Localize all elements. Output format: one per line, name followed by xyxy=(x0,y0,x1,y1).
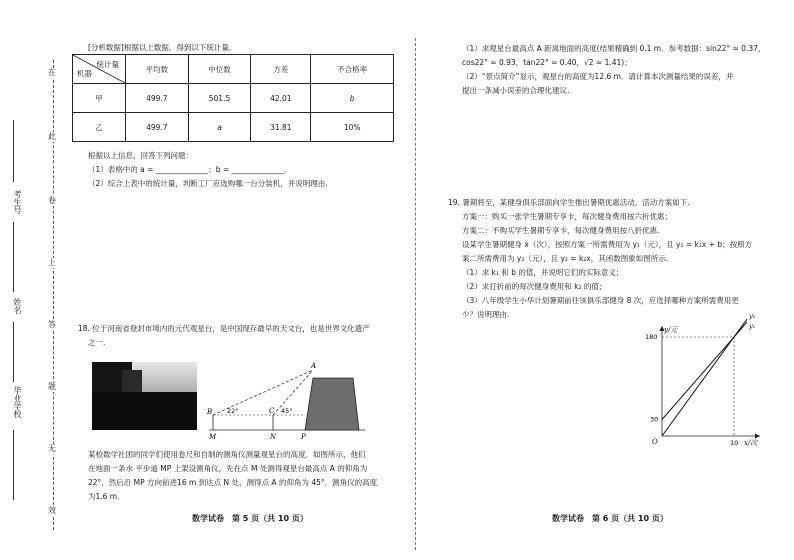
table-row xyxy=(73,113,394,142)
diag-header-bottom: 机器 xyxy=(77,69,92,78)
binding-label-name: 姓名 xyxy=(13,298,22,314)
binding-char: 无 xyxy=(48,444,56,453)
question-17-2: （2）综合上表中的统计量，判断工厂应选购哪一台分装机，并说明理由. xyxy=(88,179,328,188)
problem-19-line: 少？说明理由. xyxy=(462,310,510,319)
series-label-y2: y₂ xyxy=(748,312,756,321)
problem-19 xyxy=(448,196,786,322)
function-graph xyxy=(640,312,765,447)
table-header-cell: 方差 xyxy=(251,55,311,84)
binding-label-school: 毕业学校 xyxy=(13,386,22,418)
statistics-table xyxy=(72,54,394,142)
y-axis-label: y/元 xyxy=(664,326,678,334)
table-row xyxy=(73,84,394,113)
question-18-line: cos22° ≈ 0.93，tan22° ≈ 0.40，√2 ≈ 1.41)； xyxy=(462,58,632,67)
binding-fill-line xyxy=(13,120,14,182)
table-cell: 10% xyxy=(311,113,394,142)
page-footer-right: 数学试卷 第 6 页（共 10 页） xyxy=(552,514,668,523)
question-intro: 根据以上信息，回答下列问题： xyxy=(88,151,193,160)
binding-fill-line xyxy=(13,430,14,500)
table-cell: 31.81 xyxy=(251,113,311,142)
table-header-row xyxy=(73,55,394,84)
label-m: M xyxy=(209,433,217,441)
origin-label: O xyxy=(652,438,658,446)
label-c: C xyxy=(269,407,275,415)
question-18-parts xyxy=(462,42,782,98)
table-cell: a xyxy=(188,113,251,142)
binding-fill-line xyxy=(13,322,14,382)
problem-19-line: 方案一：购买一张学生暑期专享卡，每次健身费用按六折优惠； xyxy=(462,212,672,221)
problem-19-line: （1）求 k₁ 和 b 的值，并说明它们的实际意义； xyxy=(462,268,624,277)
analysis-label: [分析数据]根据以上数据，得到以下统计量. xyxy=(88,43,232,52)
binding-char: 上 xyxy=(48,258,56,267)
diag-header-top: 统计量 xyxy=(96,60,119,69)
label-p: P xyxy=(301,433,306,441)
y-tick-30: 30 xyxy=(650,415,659,424)
problem-18-body-line: 为1.6 m． xyxy=(88,492,125,501)
table-diagonal-header-cell xyxy=(73,55,126,84)
binding-dashed-line xyxy=(53,60,54,530)
label-n: N xyxy=(270,433,277,441)
problem-18-line1: 18. 位于河南省登封市境内的元代观星台，是中国现存最早的天文台，也是世界文化遗产 xyxy=(78,324,370,333)
question-18-line: （1）求观星台最高点 A 距离地面的高度(结果精确到 0.1 m．参考数据：sin22° ≈ 0.37， xyxy=(462,44,766,53)
binding-fill-line xyxy=(13,222,14,292)
problem-18-body xyxy=(88,448,408,504)
observatory-diagram xyxy=(205,360,370,442)
problem-19-line: 案二所需费用为 y₂（元），且 y₂ = k₂x，其函数图象如图所示. xyxy=(462,254,669,263)
observatory-shape xyxy=(305,378,359,430)
page-footer-left: 数学试卷 第 5 页（共 10 页） xyxy=(192,514,308,523)
binding-label-exam-number: 考生号 xyxy=(13,190,22,214)
table-header-cell: 中位数 xyxy=(188,55,251,84)
table-header-cell: 平均数 xyxy=(126,55,189,84)
problem-19-line: （2）求打折前的每次健身费用和 k₂ 的值； xyxy=(462,282,607,291)
table-header-cell: 不合格率 xyxy=(311,55,394,84)
problem-18-body-line: 在地面一条水 平步道 MP 上架设测角仪，先在点 M 处测得观星台最高点 A 的仰角为 xyxy=(88,464,368,473)
x-tick-10: 10 xyxy=(730,439,739,447)
table-cell: 499.7 xyxy=(126,113,189,142)
label-b: B xyxy=(207,408,213,416)
x-axis-label: x/次 xyxy=(744,439,758,447)
y-tick-180: 180 xyxy=(645,333,658,341)
problem-19-line: 19. 暑期将至，某健身俱乐部面向学生推出暑期优惠活动，活动方案如下. xyxy=(448,198,690,207)
angle-22: 22° xyxy=(227,407,239,415)
problem-19-line: 设某学生暑期健身 x（次），按照方案一所需费用为 y₁（元），且 y₁ = k₁x + b；按照方 xyxy=(462,240,753,249)
series-label-y1: y₁ xyxy=(748,322,756,331)
question-17-1: （1）表格中的 a = ______________；b = ______________． xyxy=(88,165,292,174)
binding-char: 此 xyxy=(48,132,56,141)
binding-char: 在 xyxy=(48,68,56,77)
table-cell: 42.01 xyxy=(251,84,311,113)
question-18-line: 提出一条减小误差的合理化建议. xyxy=(462,86,570,95)
photo-trees xyxy=(92,392,197,430)
label-a: A xyxy=(311,362,317,370)
table-cell: b xyxy=(311,84,394,113)
x-axis-arrow xyxy=(755,434,760,439)
problem-19-line: 方案二：不购买学生暑期专享卡，每次健身费用按八折优惠. xyxy=(462,226,660,235)
table-cell: 499.7 xyxy=(126,84,189,113)
question-18-line: （2）“景点简介”显示，观星台的高度为12.6 m．请计算本次测量结果的误差，并 xyxy=(462,72,734,81)
problem-18-body-line: 某校数学社团的同学们使用卷尺和自制的测角仪测量观星台的高度．如图所示，他们 xyxy=(88,450,366,459)
table-cell: 501.5 xyxy=(188,84,251,113)
binding-char: 卷 xyxy=(48,196,56,205)
table-row-label: 乙 xyxy=(73,113,126,142)
binding-char: 题 xyxy=(48,382,56,391)
angle-45: 45° xyxy=(281,407,293,415)
problem-18-body-line: 22°，然后沿 MP 方向前进16 m 到达点 N 处，测得点 A 的仰角为 45°．测角仪的高度 xyxy=(88,478,378,487)
sight-line-n xyxy=(273,370,313,415)
binding-char: 答 xyxy=(48,320,56,329)
page-divider xyxy=(415,38,416,550)
problem-18-line2: 之一. xyxy=(88,338,106,347)
table-row-label: 甲 xyxy=(73,84,126,113)
observatory-photo xyxy=(92,362,197,430)
problem-19-line: （3）八年级学生小华计划暑期前往该俱乐部健身 8 次，应选择哪种方案所需费用更 xyxy=(462,296,739,305)
binding-char: 效 xyxy=(48,506,56,515)
